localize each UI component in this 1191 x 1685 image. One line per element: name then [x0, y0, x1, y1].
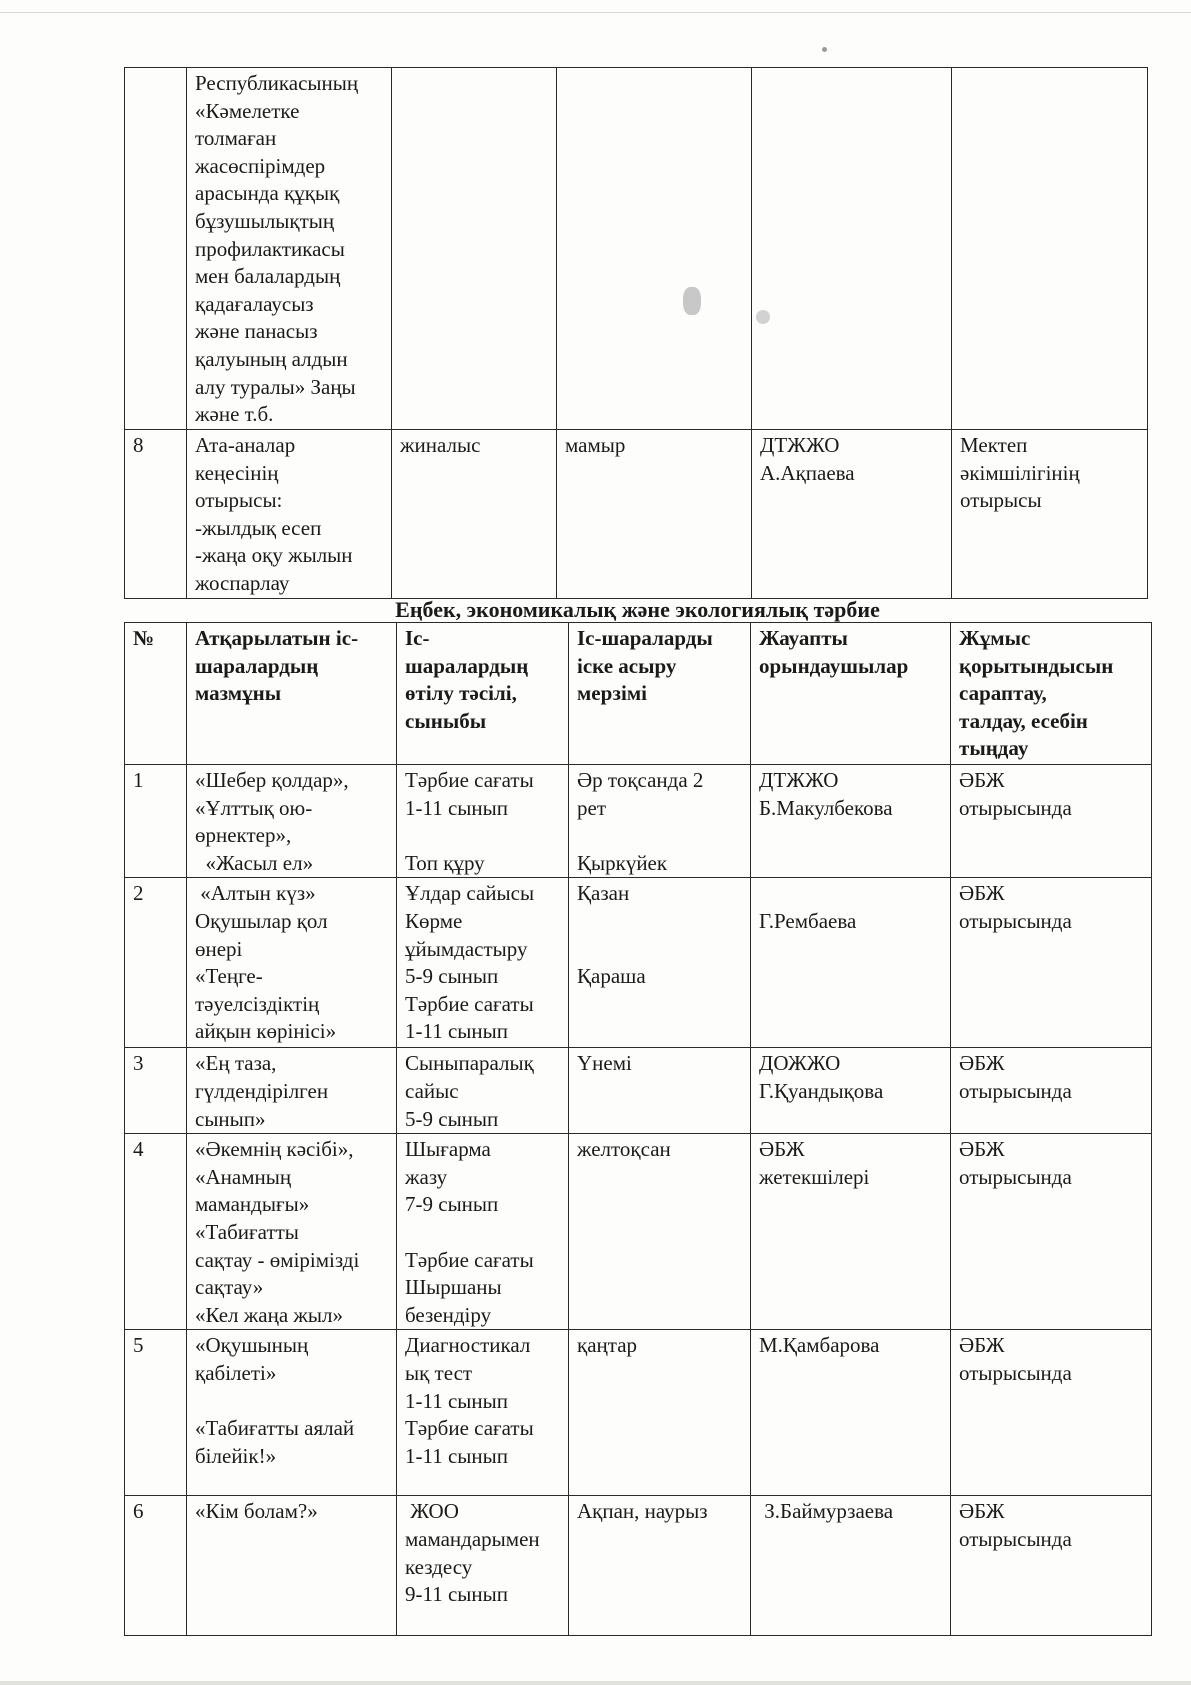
cell-line: отырысында [959, 1360, 1072, 1385]
cell-line: мен балалардың [195, 264, 341, 289]
method-cell [397, 1134, 569, 1330]
cell-line: ДТЖЖО [760, 433, 840, 457]
content-cell [187, 1048, 397, 1134]
cell-line: Тәрбие сағаты [405, 1416, 534, 1441]
cell-line: тәуелсіздіктің [195, 991, 320, 1016]
cell-line: отырысы: [195, 488, 283, 513]
content-cell [187, 1330, 397, 1496]
content-cell [187, 1134, 397, 1330]
cell-line: Тәрбие сағаты [405, 1247, 534, 1272]
cell-line: кездесу [405, 1554, 473, 1579]
cell-line: ӘБЖ [959, 768, 1005, 792]
cell-line: Оқушылар қол [195, 908, 328, 933]
cell-line: отырысында [959, 1164, 1072, 1189]
cell-line: өрнектер», [195, 823, 292, 848]
deadline-cell [569, 878, 751, 1048]
responsible-cell [751, 1134, 951, 1330]
cell-line [195, 1388, 390, 1416]
method-cell [397, 1330, 569, 1496]
scan-smudge [756, 310, 770, 324]
cell-line: жазу [405, 1164, 448, 1189]
control-cell [951, 1134, 1152, 1330]
control-cell [951, 1496, 1152, 1636]
deadline-cell [569, 1134, 751, 1330]
number-cell [125, 68, 187, 430]
cell-line: «Кәмелетке [195, 98, 300, 123]
header-responsible [751, 623, 951, 765]
responsible-cell [751, 765, 951, 878]
number-cell: 2 [125, 878, 187, 1048]
cell-line [577, 908, 744, 936]
cell-line: «Кім болам?» [195, 1499, 318, 1524]
cell-line: қорытындысын [959, 653, 1114, 678]
number-cell: 4 [125, 1134, 187, 1330]
cell-line: Шыршаны [405, 1275, 502, 1300]
cell-line: Үнемі [577, 1051, 632, 1076]
cell-line: отырысында [959, 908, 1072, 933]
cell-line: 1-11 сынып [405, 1443, 508, 1468]
control-cell [951, 878, 1152, 1048]
cell-line: -жылдық есеп [195, 515, 322, 540]
method-cell [397, 878, 569, 1048]
cell-line [405, 1219, 562, 1247]
cell-line: ӘБЖ [959, 1333, 1005, 1358]
cell-line: Республикасының [195, 71, 359, 95]
cell-line [759, 880, 944, 908]
cell-line: «Теңге- [195, 964, 263, 989]
cell-line: Әр тоқсанда 2 [577, 768, 704, 792]
cell-line: «Оқушының [195, 1333, 309, 1358]
cell-line: жоспарлау [195, 570, 290, 595]
cell-line [577, 822, 744, 850]
cell-line [405, 822, 562, 850]
cell-line: мазмұны [195, 681, 282, 706]
header-content [187, 623, 397, 765]
cell-line: ұйымдастыру [405, 936, 528, 961]
cell-line: қадағалаусыз [195, 291, 314, 316]
continuation-table [124, 67, 1148, 599]
content-cell [187, 765, 397, 878]
cell-line: «Ең таза, [195, 1051, 277, 1076]
cell-line: ЖОО [405, 1499, 459, 1524]
cell-line: «Шебер қолдар», [195, 768, 349, 792]
scan-smudge [683, 287, 701, 315]
cell-line: өнері [195, 936, 243, 961]
cell-line: кеңесінің [195, 460, 279, 485]
cell-line: шаралардың [405, 653, 529, 678]
cell-line: «Жасыл ел» [195, 850, 314, 875]
deadline-cell [569, 1048, 751, 1134]
cell-line: өтілу тәсілі, [405, 681, 517, 706]
cell-line: Ұлдар сайысы [405, 881, 535, 906]
cell-line: қалуының алдын [195, 346, 348, 371]
cell-line: профилактикасы [195, 236, 345, 261]
cell-line: білейік!» [195, 1443, 277, 1468]
cell-line: ДОЖЖО [759, 1051, 841, 1076]
cell-line: ӘБЖ [959, 881, 1005, 906]
page-edge [0, 12, 1191, 13]
cell-line: «Анамның [195, 1164, 292, 1189]
cell-line: «Ұлттық ою- [195, 795, 313, 820]
labor-education-table [124, 622, 1152, 1636]
cell-line: Г.Қуандықова [759, 1078, 884, 1103]
cell-line: талдау, есебін [959, 708, 1088, 733]
cell-line: қаңтар [577, 1333, 638, 1358]
cell-line: Шығарма [405, 1137, 491, 1162]
cell-line: 1-11 сынып [405, 1019, 508, 1044]
cell-line: Мектеп [960, 433, 1028, 457]
cell-line: отырысы [960, 488, 1042, 513]
table-row [125, 1496, 1152, 1636]
method-cell: жиналыс [392, 430, 557, 599]
cell-line: безендіру [405, 1302, 492, 1327]
cell-line: Сыныпаралық [405, 1051, 534, 1076]
control-cell [951, 1330, 1152, 1496]
number-cell: 1 [125, 765, 187, 878]
method-cell [397, 1048, 569, 1134]
deadline-cell [569, 1330, 751, 1496]
cell-line: ӘБЖ [959, 1137, 1005, 1162]
table-row [125, 1048, 1152, 1134]
cell-line: желтоқсан [577, 1137, 671, 1162]
cell-line: бұзушылықтың [195, 208, 335, 233]
cell-line: 5-9 сынып [405, 964, 499, 989]
cell-line: және т.б. [195, 402, 274, 427]
method-cell [392, 68, 557, 430]
cell-line: толмаған [195, 126, 277, 151]
cell-line: Көрме [405, 908, 463, 933]
bottom-edge [0, 1681, 1191, 1685]
cell-line: әкімшілігінің [960, 460, 1080, 485]
control-cell [952, 68, 1148, 430]
cell-line: З.Баймурзаева [759, 1499, 894, 1524]
number-cell: 5 [125, 1330, 187, 1496]
header-row [125, 623, 1152, 765]
cell-line: «Табиғатты [195, 1219, 299, 1244]
cell-line: Г.Рембаева [759, 908, 857, 933]
cell-line: сыныбы [405, 708, 487, 733]
responsible-cell [752, 68, 952, 430]
cell-line: Топ құру [405, 850, 485, 875]
cell-line: 1-11 сынып [405, 795, 508, 820]
number-cell: 3 [125, 1048, 187, 1134]
cell-line: сынып» [195, 1106, 266, 1131]
table-row [125, 878, 1152, 1048]
content-cell [187, 878, 397, 1048]
cell-line: -жаңа оқу жылын [195, 543, 353, 568]
cell-line: «Әкемнің кәсібі», [195, 1137, 354, 1162]
header-method [397, 623, 569, 765]
header-number: № [125, 623, 187, 765]
deadline-cell: мамыр [557, 430, 752, 599]
cell-line: мамандығы» [195, 1192, 310, 1217]
cell-line: ӘБЖ [959, 1051, 1005, 1076]
cell-line: жетекшілері [759, 1164, 870, 1189]
cell-line: және панасыз [195, 319, 318, 344]
cell-line: Қыркүйек [577, 850, 668, 875]
cell-line: Тәрбие сағаты [405, 768, 534, 792]
control-cell [952, 430, 1148, 599]
cell-line: отырысында [959, 1526, 1072, 1551]
cell-line: 5-9 сынып [405, 1106, 499, 1131]
cell-line: Қараша [577, 964, 646, 989]
header-control [951, 623, 1152, 765]
cell-line: алу туралы» Заңы [195, 374, 356, 399]
table-row [125, 1330, 1152, 1496]
cell-line: отырысында [959, 1078, 1072, 1103]
responsible-cell [751, 1330, 951, 1496]
cell-line: А.Ақпаева [760, 460, 855, 485]
table-row [125, 68, 1148, 430]
cell-line: «Алтын күз» [195, 881, 316, 906]
cell-line: Іс-шараларды [577, 626, 713, 650]
responsible-cell [751, 1048, 951, 1134]
cell-line: Жауапты [759, 626, 848, 650]
cell-line: Қазан [577, 881, 630, 906]
cell-line: тыңдау [959, 736, 1029, 761]
control-cell [951, 1048, 1152, 1134]
cell-line: 1-11 сынып [405, 1388, 508, 1413]
cell-line: Ата-аналар [195, 433, 296, 457]
cell-line: Іс- [405, 626, 430, 650]
table-row [125, 1134, 1152, 1330]
cell-line: сақтау» [195, 1275, 264, 1300]
cell-line [577, 936, 744, 964]
cell-line: ДТЖЖО [759, 768, 839, 792]
cell-line: Диагностикал [405, 1333, 531, 1358]
cell-line: 9-11 сынып [405, 1582, 508, 1607]
cell-line: сақтау - өмірімізді [195, 1247, 360, 1272]
cell-line: Б.Макулбекова [759, 795, 893, 820]
cell-line: ық тест [405, 1360, 473, 1385]
cell-line: айқын көрінісі» [195, 1019, 337, 1044]
content-cell [187, 1496, 397, 1636]
cell-line: Атқарылатын іс- [195, 626, 359, 650]
responsible-cell [751, 878, 951, 1048]
cell-line: қабілеті» [195, 1360, 277, 1385]
cell-line: мерзімі [577, 681, 647, 706]
table-row [125, 430, 1148, 599]
number-cell: 8 [125, 430, 187, 599]
cell-line: М.Қамбарова [759, 1333, 880, 1358]
deadline-cell [569, 765, 751, 878]
cell-line: ӘБЖ [759, 1137, 805, 1162]
scan-speck [822, 47, 827, 52]
cell-line: сайыс [405, 1078, 459, 1103]
cell-line: мамандарымен [405, 1526, 540, 1551]
responsible-cell [752, 430, 952, 599]
number-cell: 6 [125, 1496, 187, 1636]
cell-line: гүлдендірілген [195, 1078, 329, 1103]
cell-line: «Табиғатты аялай [195, 1416, 355, 1441]
cell-line: жасөспірімдер [195, 153, 326, 178]
deadline-cell [569, 1496, 751, 1636]
cell-line: отырысында [959, 795, 1072, 820]
table-row [125, 765, 1152, 878]
cell-line: сараптау, [959, 681, 1047, 706]
cell-line: шаралардың [195, 653, 319, 678]
cell-line: 7-9 сынып [405, 1192, 499, 1217]
method-cell [397, 765, 569, 878]
responsible-cell [751, 1496, 951, 1636]
cell-line: ӘБЖ [959, 1499, 1005, 1524]
cell-line: Тәрбие сағаты [405, 991, 534, 1016]
content-cell [187, 68, 392, 430]
cell-line: рет [577, 795, 606, 820]
cell-line: іске асыру [577, 653, 677, 678]
deadline-cell [557, 68, 752, 430]
control-cell [951, 765, 1152, 878]
cell-line: арасында құқық [195, 181, 340, 206]
cell-line: Жұмыс [959, 626, 1031, 650]
content-cell [187, 430, 392, 599]
section-title: Еңбек, экономикалық және экологиялық тәрбие [395, 597, 880, 622]
cell-line: «Кел жаңа жыл» [195, 1302, 343, 1327]
cell-line: Ақпан, наурыз [577, 1499, 708, 1524]
header-deadline [569, 623, 751, 765]
cell-line: орындаушылар [759, 653, 909, 678]
method-cell [397, 1496, 569, 1636]
